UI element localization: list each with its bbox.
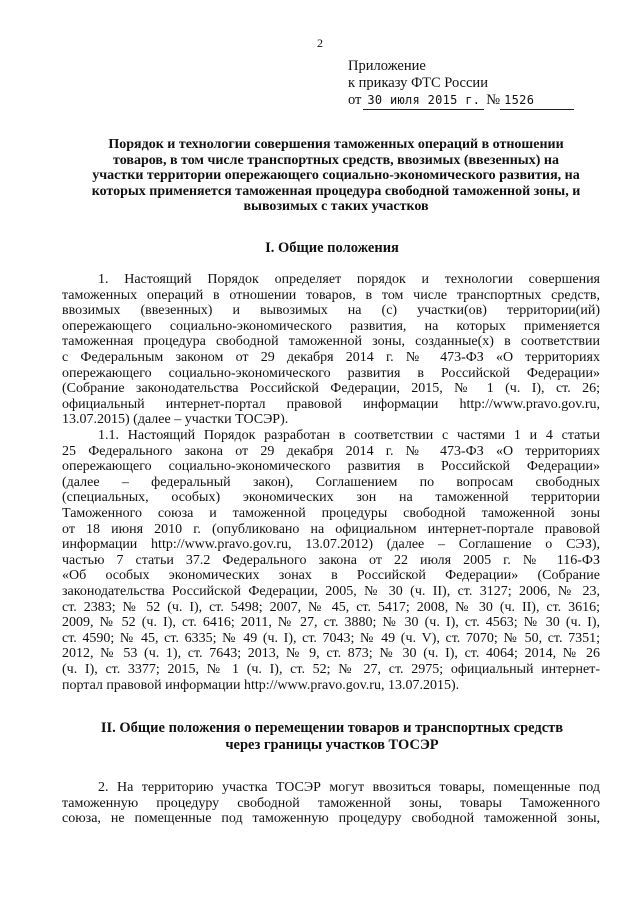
paragraph-line: официальный интернет-портал правовой информации http://www.pravo.gov.ru, [62, 396, 600, 412]
paragraph-line: информации http://www.pravo.gov.ru, 13.07.2012) (далее – Соглашение о СЭЗ), [62, 537, 600, 553]
paragraph-line: 2012, № 53 (ч. 1), ст. 7643; 2013, № 9, ст. 873; № 30 (ч. I), ст. 4064; 2014, № 26 [62, 646, 600, 662]
order-date: 30 июля 2015 г. [363, 92, 484, 110]
appendix-label: Приложение [348, 58, 426, 74]
paragraph-line: таможенных операций в отношении товаров, в том числе транспортных средств, [62, 287, 600, 303]
appendix-block [348, 58, 574, 110]
paragraph-line: 1.1. Настоящий Порядок разработан в соответствии с частями 1 и 4 статьи [98, 428, 600, 443]
paragraph-1 [62, 272, 600, 428]
paragraph-line: 2. На территорию участка ТОСЭР могут ввозиться товары, помещенные под [98, 780, 600, 795]
paragraph-line: опережающего социально-экономического развития в Российской Федерации» [62, 365, 600, 381]
paragraph-line: опережающего социально-экономического развития, на которых применяется [62, 318, 600, 334]
title-line: участки территории опережающего социально-экономического развития, на [92, 168, 580, 183]
paragraph-line: с Федеральным законом от 29 декабря 2014 г. № 473-ФЗ «О территориях [62, 349, 600, 365]
document-title [66, 137, 606, 215]
page-number: 2 [317, 36, 323, 50]
paragraph-line: (далее – федеральный закон), Соглашением по вопросам свободных [62, 474, 600, 490]
paragraph-line: законодательства Российской Федерации, 2005, № 30 (ч. II), ст. 3127; 2006, № 23, [62, 583, 600, 599]
section-1-heading [62, 240, 602, 257]
title-line: товаров, в том числе транспортных средств, ввозимых (ввезенных) на [113, 152, 559, 168]
paragraph-line: «Об особых экономических зонах в Российской Федерации» (Собрание [62, 568, 600, 584]
paragraph-line: ст. 2383; № 52 (ч. I), ст. 5498; 2007, № 45, ст. 5417; 2008, № 30 (ч. II), ст. 3616; [62, 599, 600, 615]
section-2-title-line: через границы участков ТОСЭР [225, 737, 439, 753]
paragraph-line: таможенная процедура свободной таможенной зоны, созданные(х) в соответствии [62, 334, 600, 350]
paragraph-1-1 [62, 428, 600, 693]
paragraph-line: 25 Федерального закона от 29 декабря 2014 г. № 473-ФЗ «О территориях [62, 443, 600, 459]
section-1-title: I. Общие положения [265, 240, 399, 256]
paragraph-line: союза, не помещенные под таможенную процедуру свободной таможенной зоны, [62, 811, 600, 827]
title-line: вывозимых с таких участков [243, 199, 429, 214]
paragraph-line: 13.07.2015) (далее – участки ТОСЭР). [62, 412, 289, 428]
paragraph-line: Таможенного союза и таможенной процедуры свободной таможенной зоны [62, 505, 600, 521]
paragraph-line: 2009, № 52 (ч. I), ст. 6416; 2011, № 27, ст. 3880; № 30 (ч. I), ст. 4563; № 30 (ч. I), [62, 615, 600, 631]
paragraph-line: опережающего социально-экономического развития в Российской Федерации» [62, 459, 600, 475]
paragraph-line: таможенную процедуру свободной таможенной зоны, товары Таможенного [62, 795, 600, 811]
paragraph-line: от 18 июня 2010 г. (опубликовано на официальном интернет-портале правовой [62, 521, 600, 537]
title-line: Порядок и технологии совершения таможенных операций в отношении [108, 137, 564, 152]
paragraph-line: портал правовой информации http://www.pravo.gov.ru, 13.07.2015). [62, 677, 460, 693]
paragraph-line: 1. Настоящий Порядок определяет порядок и технологии совершения [98, 272, 600, 287]
order-from-prefix: от [348, 92, 362, 108]
paragraph-line: ст. 4590; № 45, ст. 6335; № 49 (ч. I), ст. 7043; № 49 (ч. V), ст. 7070; № 50, ст. 7351; [62, 630, 600, 646]
order-number: 1526 [500, 92, 574, 110]
section-2-heading [62, 720, 602, 754]
appendix-order-line [348, 92, 574, 110]
paragraph-line: (специальных, особых) экономических зон на таможенной территории [62, 490, 600, 506]
order-number-sign: № [486, 92, 501, 108]
paragraph-line: (ч. I), ст. 3377; 2015, № 1 (ч. I), ст. 52; № 27, ст. 2975; официальный интернет- [62, 661, 600, 677]
paragraph-line: частью 7 статьи 37.2 Федерального закона от 22 июля 2005 г. № 116-ФЗ [62, 552, 600, 568]
section-2-title-line: II. Общие положения о перемещении товаров и транспортных средств [100, 720, 564, 736]
paragraph-line: ввозимых (ввезенных) и вывозимых на (с) участки(ов) территории(ий) [62, 303, 600, 319]
appendix-order-ref: к приказу ФТС России [348, 75, 488, 91]
title-line: которых применяется таможенная процедура свободной таможенной зоны, и [91, 183, 581, 199]
paragraph-2 [62, 780, 600, 827]
paragraph-line: (Собрание законодательства Российской Федерации, 2015, № 1 (ч. I), ст. 26; [62, 381, 600, 397]
